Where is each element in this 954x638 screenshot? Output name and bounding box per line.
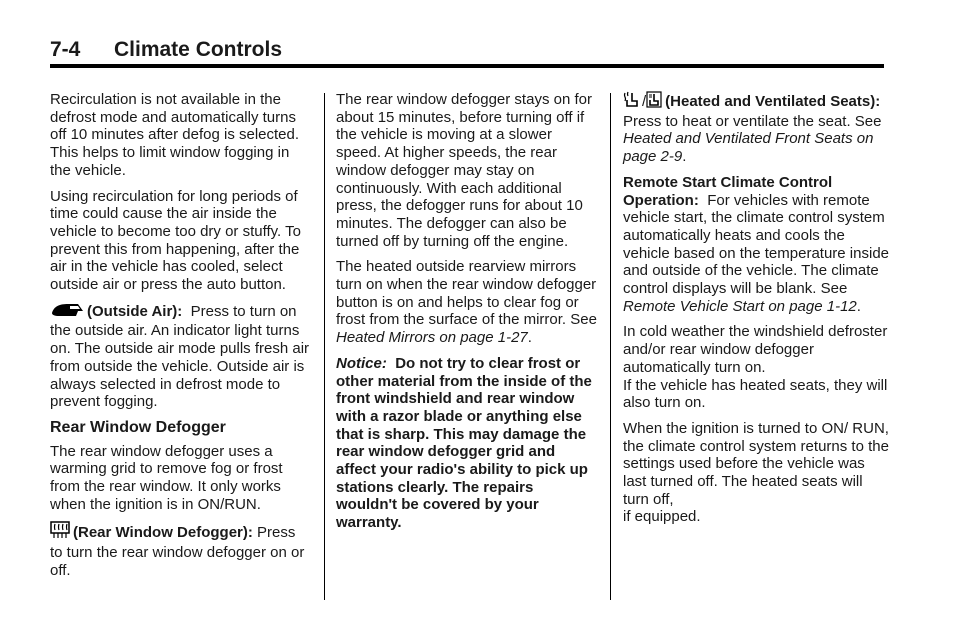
punctuation: . [682,148,687,166]
defogger-text: Press to turn the rear window defogger on or off. [50,524,305,579]
defogger-paragraph [50,521,312,579]
outside-air-icon [50,302,84,323]
column-3 [623,91,891,534]
column-2 [336,91,598,540]
ignition-text: When the ignition is turned to ON/ RUN, the climate control system returns to the settings used before the vehicle was last turned off. The heated seats will turn off, [623,419,889,508]
section-heading: Rear Window Defogger [50,418,226,436]
column-divider [324,93,325,600]
remote-start-label: Remote Start Climate Control Operation: [623,173,833,209]
paragraph: The rear window defogger stays on for about 15 minutes, before turning off if the vehicle is moving at a slower speed. At higher speeds, the rear window defogger may stay on continuously. With each additional press, the defogger runs for about 10 minutes. The defogger can also be turned off by turning off the engine. [336,91,592,250]
outside-air-label: (Outside Air): [87,302,183,320]
punctuation: . [527,329,532,347]
outside-air-text: Press to turn on the outside air. An indicator light turns on. The outside air mode pulls fresh air from outside the vehicle. Outside air is always selected in defrost mode to prevent fogging. [50,302,310,411]
cold-weather-paragraph [623,323,891,412]
defogger-label: (Rear Window Defogger): [73,524,253,542]
page-number: 7-4 [50,38,81,61]
paragraph: Recirculation is not available in the defrost mode and automatically turns off 10 minutes after defog is selected. This helps to limit window fogging in the vehicle. [50,91,300,179]
column-1 [50,91,312,588]
chapter-title: Climate Controls [114,38,283,61]
outside-air-paragraph [50,302,312,411]
cold-weather-text: In cold weather the windshield defroster and/or rear window defogger automatically turn on. [623,323,888,376]
heated-seats-text: If the vehicle has heated seats, they will also turn on. [623,376,888,412]
seats-label: (Heated and Ventilated Seats): [665,93,881,110]
remote-start-paragraph [623,174,891,316]
paragraph: The rear window defogger uses a warming grid to remove fog or frost from the rear window. It only works when the ignition is in ON/RUN. [50,442,283,513]
notice-text: Do not try to clear frost or other material from the inside of the front windshield and rear window with a razor blade or anything else that is sharp. This may damage the rear window defogger grid and affect your radio's ability to pick up stations clearly. The repairs wouldn't be covered by your warranty. [336,354,592,532]
seats-paragraph [623,91,891,166]
header-rule [50,64,884,68]
ignition-paragraph [623,420,891,526]
cross-reference-link[interactable]: Remote Vehicle Start on page 1-12 [623,297,857,315]
mirrors-paragraph [336,258,598,347]
column-divider [610,93,611,600]
if-equipped-text: if equipped. [623,508,701,526]
ventilated-seat-icon [646,91,662,113]
cross-reference-link[interactable]: Heated and Ventilated Front Seats on page 2-9 [623,130,874,166]
notice-paragraph [336,355,598,532]
rear-defog-icon [50,521,70,544]
cross-reference-link[interactable]: Heated Mirrors on page 1-27 [336,329,528,347]
paragraph: Using recirculation for long periods of time could cause the air inside the vehicle to become too dry or stuffy. To prevent this from happening, after the air in the vehicle has cooled, select outside air or press the auto button. [50,187,301,294]
seats-text: Press to heat or ventilate the seat. See [623,112,882,130]
notice-label: Notice: [336,354,387,372]
punctuation: . [856,297,861,315]
seats-separator: / [642,93,647,110]
remote-start-text: For vehicles with remote vehicle start, the climate control system automatically heats and cools the vehicle based on the temperature inside and outside of the vehicle. The climate control displays will be blank. See [623,191,890,298]
mirrors-text: The heated outside rearview mirrors turn on when the rear window defogger button is on and helps to clear fog or frost from the surface of the mirror. See [336,258,597,329]
heated-seat-icon [623,91,639,113]
